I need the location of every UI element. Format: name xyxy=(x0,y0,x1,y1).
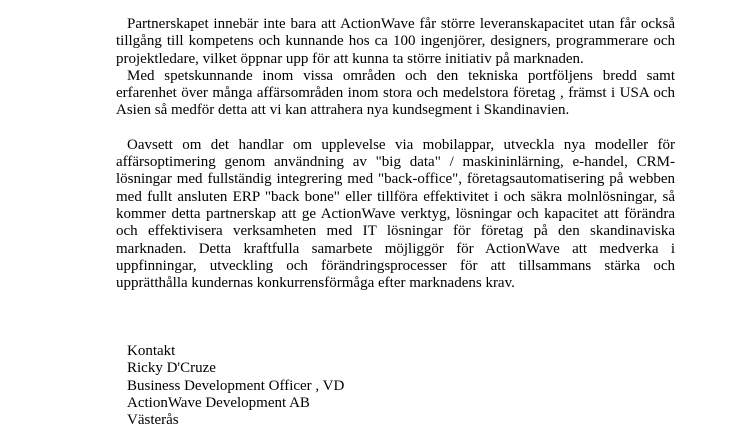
document-body xyxy=(116,16,675,292)
paragraph-expertise: Med spetskunnande inom vissa områden och den tekniska portföljens bredd samt erfarenhet över många affärsområden inom stora och medelstora företag , främst i USA och Asien så medför detta att vi kan attrahera nya kundsegment i Skandinavien. xyxy=(116,67,675,119)
contact-city: Västerås xyxy=(127,412,179,429)
contact-company: ActionWave Development AB xyxy=(127,394,310,411)
contact-name: Ricky D'Cruze xyxy=(127,360,216,377)
paragraph-solutions: Oavsett om det handlar om upplevelse via mobilappar, utveckla nya modeller för affärsoptimering genom användning av "big data" / maskininlärning, e-handel, CRM-lösningar med fullständig integrering med "back-office", företagsautomatisering på webben med fullt ansluten ERP "back bone" eller tillföra effektivitet i och säkra molnlösningar, så kommer detta partnerskap att ge ActionWave verktyg, lösningar och kapacitet att förändra och effektivisera verksamheten med IT lösningar för företag på den skandinaviska marknaden. Detta kraftfulla samarbete möjliggör för ActionWave att medverka i uppfinningar, utveckling och förändringsprocesser för att tillsammans stärka och upprätthålla kundernas konkurrensförmåga efter marknadens krav. xyxy=(116,136,675,292)
paragraph-partnership: Partnerskapet innebär inte bara att ActionWave får större leveranskapacitet utan får också tillgång till kompetens och kunnande hos ca 100 ingenjörer, designers, programmerare och projektledare, vilket öppnar upp för att kunna ta större initiativ på marknaden. xyxy=(116,16,675,67)
contact-block xyxy=(127,343,527,429)
paragraph-spacer xyxy=(116,120,675,137)
contact-heading: Kontakt xyxy=(127,343,176,359)
contact-title: Business Development Officer , VD xyxy=(127,377,345,394)
